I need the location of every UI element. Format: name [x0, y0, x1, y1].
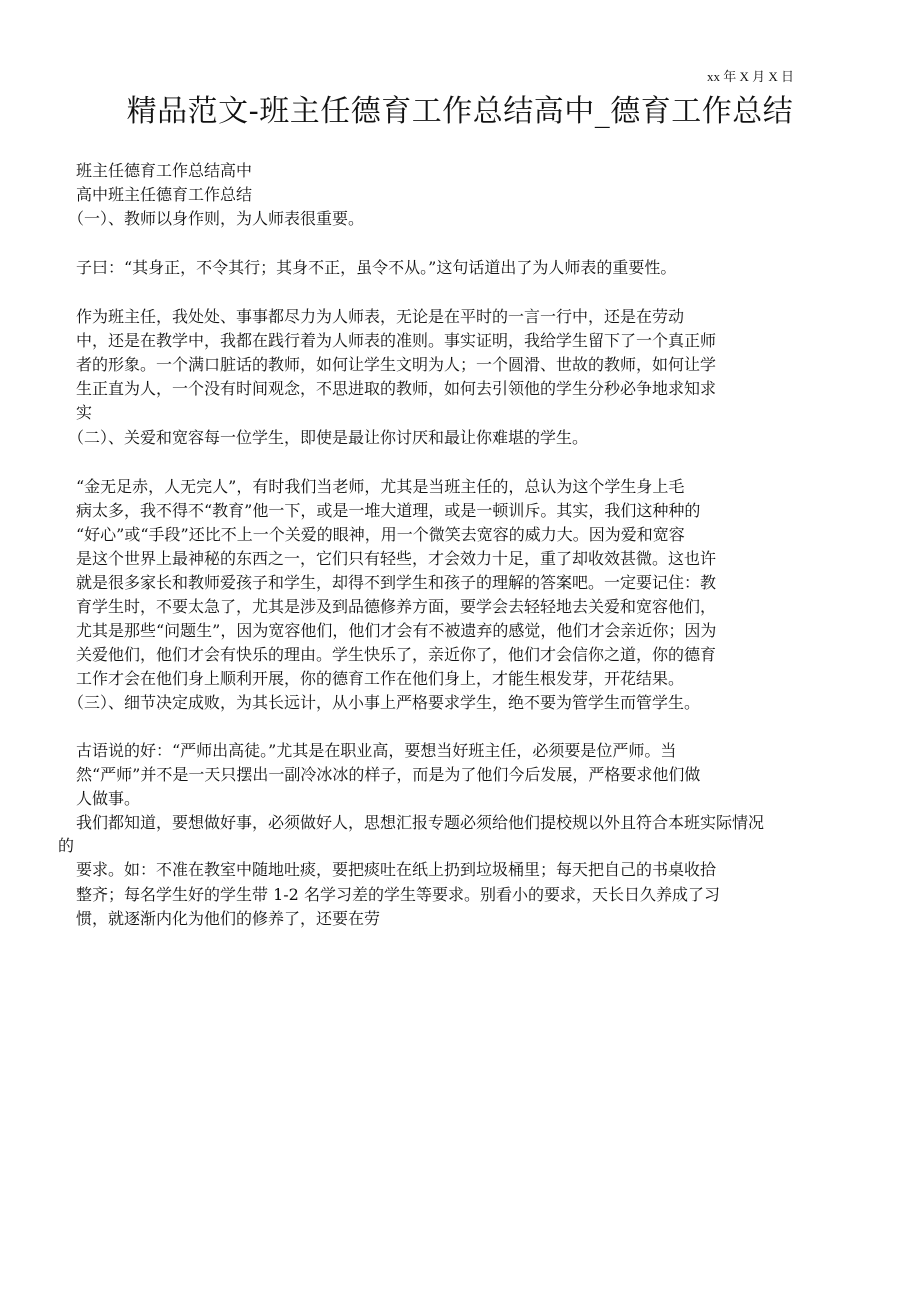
- paragraph-line: 中，还是在教学中，我都在践行着为人师表的准则。事实证明，我给学生留下了一个真正师: [76, 331, 717, 350]
- paragraph-line: 尤其是那些“问题生”，因为宽容他们，他们才会有不被遗弃的感觉，他们才会亲近你；因为: [76, 621, 717, 640]
- paragraph-line: 生正直为人，一个没有时间观念，不思进取的教师，如何去引领他的学生分秒必争地求知求: [76, 379, 717, 398]
- paragraph-line: 者的形象。一个满口脏话的教师，如何让学生文明为人；一个圆滑、世故的教师，如何让学: [76, 355, 717, 374]
- paragraph-line: 育学生时，不要太急了，尤其是涉及到品德修养方面，要学会去轻轻地去关爱和宽容他们，: [76, 597, 717, 616]
- paragraph-line: 实: [76, 403, 93, 422]
- paragraph-line: 我们都知道，要想做好事，必须做好人，思想汇报专题必须给他们提校规以外且符合本班实际情况: [76, 813, 765, 832]
- subtitle-line: 班主任德育工作总结高中: [76, 161, 253, 180]
- section-heading: （二）、关爱和宽容每一位学生，即使是最让你讨厌和最让你难堪的学生。: [68, 428, 589, 447]
- section-heading: （三）、细节决定成败，为其长远计，从小事上严格要求学生，绝不要为管学生而管学生。: [68, 693, 701, 712]
- paragraph-line: 古语说的好：“严师出高徒。”尤其是在职业高，要想当好班主任，必须要是位严师。当: [76, 741, 677, 760]
- paragraph-line: 整齐；每名学生好的学生带 1-2 名学习差的学生等要求。别看小的要求，天长日久养成了习: [76, 885, 720, 904]
- paragraph-line: “金无足赤，人无完人”，有时我们当老师，尤其是当班主任的，总认为这个学生身上毛: [76, 477, 685, 496]
- paragraph-line: 然“严师”并不是一天只摆出一副冷冰冰的样子，而是为了他们今后发展，严格要求他们做: [76, 765, 701, 784]
- paragraph-line: 工作才会在他们身上顺利开展，你的德育工作在他们身上，才能生根发芽，开花结果。: [76, 669, 685, 688]
- subtitle-line: 高中班主任德育工作总结: [76, 185, 253, 204]
- paragraph-line: 子曰：“其身正，不令其行；其身不正，虽令不从。”这句话道出了为人师表的重要性。: [76, 258, 677, 277]
- paragraph-line: 关爱他们，他们才会有快乐的理由。学生快乐了，亲近你了，他们才会信你之道，你的德育: [76, 645, 717, 664]
- paragraph-line: 就是很多家长和教师爱孩子和学生，却得不到学生和孩子的理解的答案吧。一定要记住：教: [76, 573, 717, 592]
- paragraph-line: 是这个世界上最神秘的东西之一，它们只有轻些，才会效力十足，重了却收效甚微。这也许: [76, 549, 717, 568]
- paragraph-line: “好心”或“手段”还比不上一个关爱的眼神，用一个微笑去宽容的威力大。因为爱和宽容: [76, 525, 685, 544]
- document-date: xx 年 X 月 X 日: [706, 69, 794, 84]
- paragraph-line: 的: [58, 836, 75, 855]
- paragraph-line: 人做事。: [76, 789, 141, 808]
- section-heading: （一）、教师以身作则，为人师表很重要。: [68, 209, 365, 228]
- paragraph-line: 作为班主任，我处处、事事都尽力为人师表，无论是在平时的一言一行中，还是在劳动: [76, 307, 685, 326]
- paragraph-line: 惯，就逐渐内化为他们的修养了，还要在劳: [76, 909, 381, 928]
- paragraph-line: 病太多，我不得不“教育”他一下，或是一堆大道理，或是一顿训斥。其实，我们这种种的: [76, 501, 701, 520]
- paragraph-line: 要求。如：不准在教室中随地吐痰，要把痰吐在纸上扔到垃圾桶里；每天把自己的书桌收拾: [76, 860, 717, 879]
- document-title: 精品范文-班主任德育工作总结高中_德育工作总结: [126, 94, 794, 129]
